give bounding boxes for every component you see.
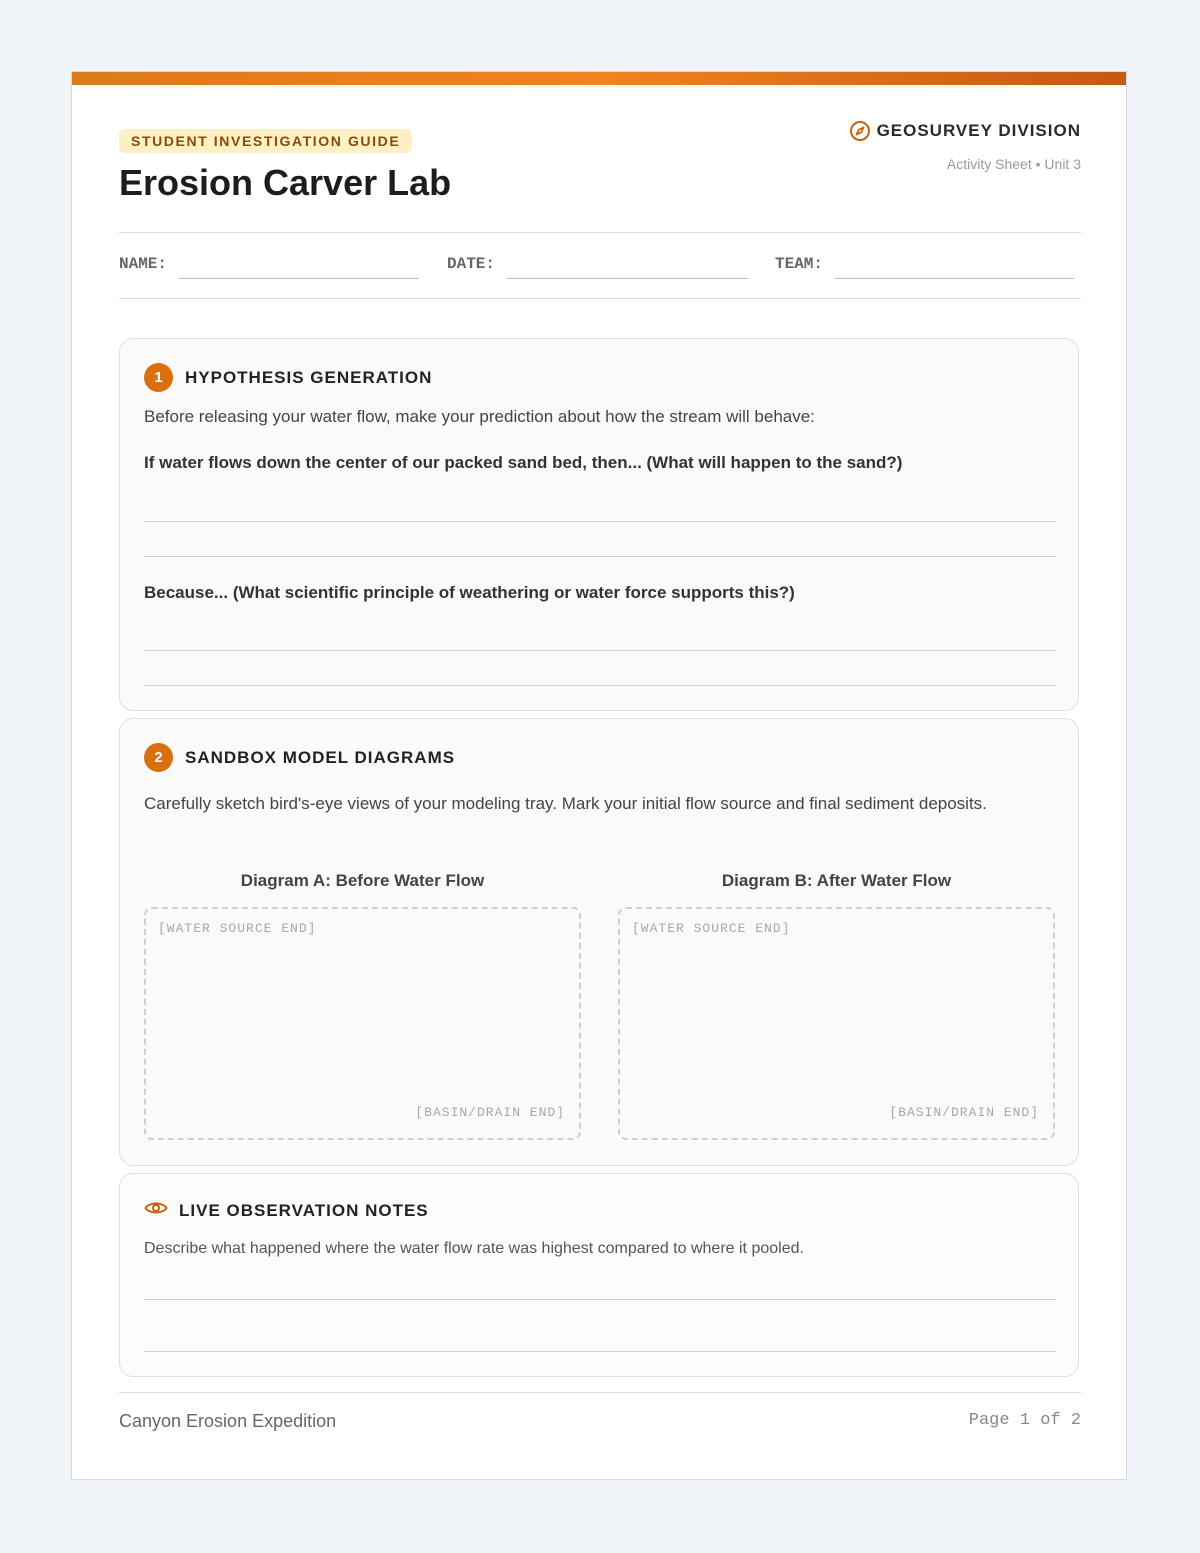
name-label: NAME: bbox=[119, 255, 168, 273]
basin-drain-label: [BASIN/DRAIN END] bbox=[415, 1105, 565, 1120]
team-label: TEAM: bbox=[775, 255, 824, 273]
compass-icon bbox=[849, 120, 871, 142]
answer-line[interactable] bbox=[144, 685, 1056, 686]
accent-bar bbox=[72, 72, 1126, 85]
page-number: Page 1 of 2 bbox=[968, 1411, 1081, 1430]
org-name: GEOSURVEY DIVISION bbox=[876, 121, 1081, 140]
diagram-a-caption: Diagram A: Before Water Flow bbox=[240, 871, 485, 890]
guide-badge: STUDENT INVESTIGATION GUIDE bbox=[119, 129, 412, 153]
basin-drain-label: [BASIN/DRAIN END] bbox=[889, 1105, 1039, 1120]
org-header bbox=[849, 120, 1081, 142]
activity-subline: Activity Sheet • Unit 3 bbox=[946, 156, 1081, 172]
section-intro: Describe what happened where the water flow rate was highest compared to where it pooled. bbox=[144, 1240, 804, 1257]
section-header bbox=[144, 743, 455, 772]
date-field bbox=[447, 250, 748, 279]
section-title: LIVE OBSERVATION NOTES bbox=[179, 1200, 429, 1220]
date-label: DATE: bbox=[447, 255, 496, 273]
divider bbox=[119, 232, 1081, 233]
name-field bbox=[119, 250, 419, 279]
question-because: Because... (What scientific principle of weathering or water force supports this?) bbox=[144, 583, 795, 602]
student-fields bbox=[119, 250, 1081, 280]
footer-title: Canyon Erosion Expedition bbox=[119, 1411, 337, 1431]
date-input-line[interactable] bbox=[507, 250, 748, 279]
page-title: Erosion Carver Lab bbox=[119, 162, 452, 203]
worksheet-page bbox=[71, 71, 1127, 1480]
section-header bbox=[144, 1199, 429, 1222]
answer-line[interactable] bbox=[144, 556, 1056, 557]
section-number: 2 bbox=[144, 743, 173, 772]
section-title: HYPOTHESIS GENERATION bbox=[185, 367, 433, 387]
question-then: If water flows down the center of our packed sand bed, then... (What will happen to the sand?) bbox=[144, 453, 903, 472]
water-source-label: [WATER SOURCE END] bbox=[158, 921, 317, 936]
eye-icon bbox=[144, 1199, 168, 1222]
section-number: 1 bbox=[144, 363, 173, 392]
answer-line[interactable] bbox=[144, 1351, 1056, 1352]
section-title: SANDBOX MODEL DIAGRAMS bbox=[185, 747, 456, 767]
section-intro: Carefully sketch bird's-eye views of your modeling tray. Mark your initial flow source and final sediment deposits. bbox=[144, 794, 987, 813]
name-input-line[interactable] bbox=[179, 250, 419, 279]
diagram-b-sketch-area[interactable] bbox=[618, 907, 1055, 1140]
team-input-line[interactable] bbox=[835, 250, 1074, 279]
section-intro: Before releasing your water flow, make your prediction about how the stream will behave: bbox=[144, 407, 815, 426]
diagram-b-caption: Diagram B: After Water Flow bbox=[721, 871, 952, 890]
answer-line[interactable] bbox=[144, 1299, 1056, 1300]
answer-line[interactable] bbox=[144, 521, 1056, 522]
answer-line[interactable] bbox=[144, 650, 1056, 651]
diagram-a-sketch-area[interactable] bbox=[144, 907, 581, 1140]
footer-divider bbox=[119, 1392, 1081, 1393]
water-source-label: [WATER SOURCE END] bbox=[632, 921, 791, 936]
section-header bbox=[144, 363, 432, 392]
divider bbox=[119, 298, 1081, 299]
team-field bbox=[775, 250, 1074, 279]
diagrams-card bbox=[119, 718, 1079, 1166]
hypothesis-card bbox=[119, 338, 1079, 711]
observation-card bbox=[119, 1173, 1079, 1377]
